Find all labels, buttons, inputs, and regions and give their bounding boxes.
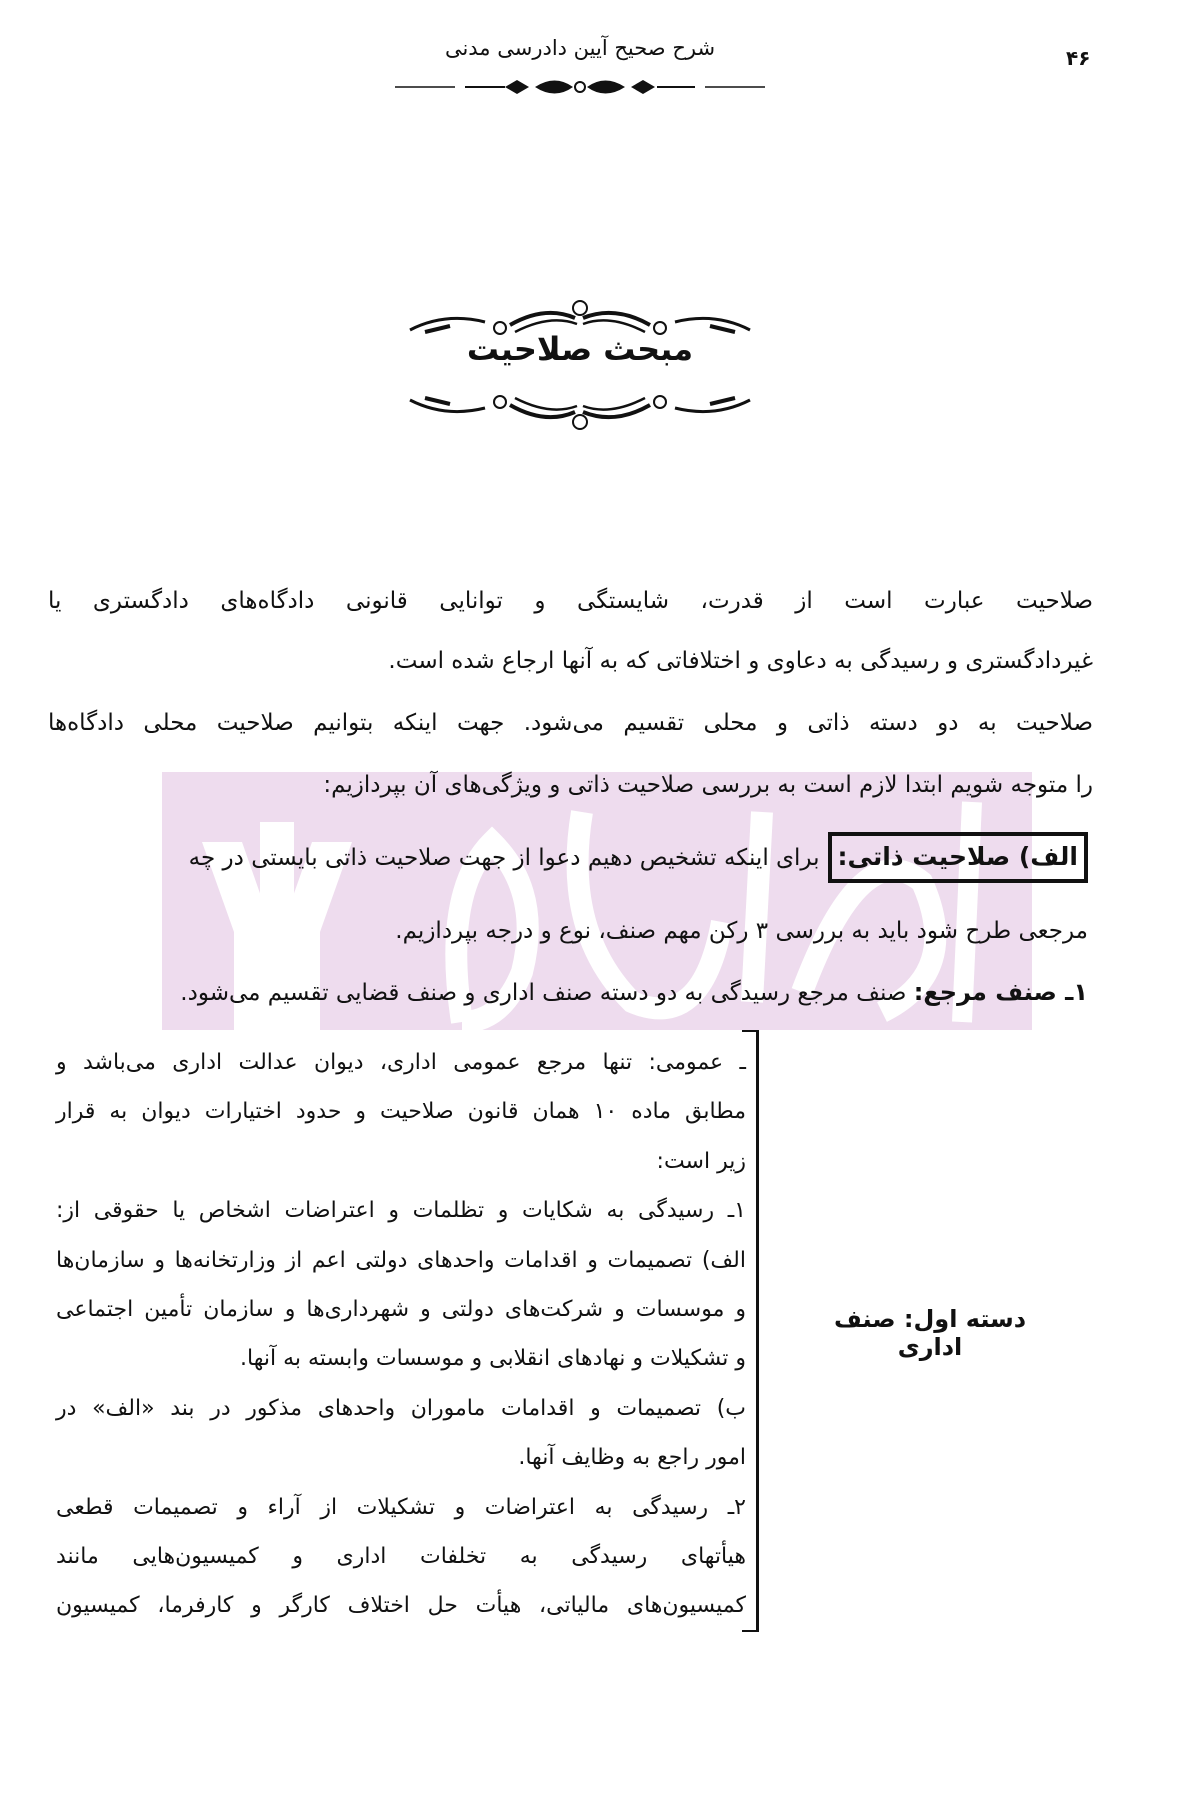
content-line: ـ عمومی: تنها مرجع عمومی اداری، دیوان عدالت اداری می‌باشد و <box>56 1050 746 1075</box>
content-line: امور راجع به وظایف آنها. <box>518 1445 746 1471</box>
subsection-text: صنف مرجع رسیدگی به دو دسته صنف اداری و صنف قضایی تقسیم می‌شود. <box>180 980 907 1006</box>
content-line: زیر است: <box>656 1148 746 1174</box>
section-title: مبحث صلاحیت <box>466 330 694 368</box>
decorative-rule-icon <box>395 76 765 98</box>
paragraph-line: مرجعی طرح شود باید به بررسی ۳ رکن مهم صنف، نوع و درجه بپردازیم. <box>395 918 1088 944</box>
paragraph-line: را متوجه شویم ابتدا لازم است به بررسی صلاحیت ذاتی و ویژگی‌های آن بپردازیم: <box>323 772 1093 798</box>
content-line: و تشکیلات و نهادهای انقلابی و موسسات وابسته به آنها. <box>240 1346 746 1372</box>
scroll-flourish-icon <box>405 380 755 430</box>
content-line: هیأتهای رسیدگی به تخلفات اداری و کمیسیون‌هایی مانند <box>56 1543 746 1569</box>
definition-text: برای اینکه تشخیص دهیم دعوا از جهت صلاحیت ذاتی بایستی در چه <box>188 844 820 871</box>
content-line: ۲ـ رسیدگی به اعتراضات و تشکیلات از آراء و تصمیمات قطعی <box>56 1494 746 1520</box>
category-label: دسته اول: صنف اداری <box>833 1305 1027 1361</box>
page-number: ۴۶ <box>1066 46 1091 70</box>
content-line: ب) تصمیمات و اقدامات ماموران واحدهای مذکور در بند «الف» در <box>56 1395 746 1421</box>
content-line: الف) تصمیمات و اقدامات واحدهای دولتی اعم از وزارتخانه‌ها و سازمان‌ها <box>56 1247 746 1273</box>
subsection-term: ۱ـ صنف مرجع: <box>913 978 1088 1006</box>
boxed-term: الف) صلاحیت ذاتی: <box>828 832 1088 883</box>
running-title: شرح صحیح آیین دادرسی مدنی <box>444 36 716 60</box>
content-line: مطابق ماده ۱۰ همان قانون صلاحیت و حدود اختیارات دیوان به قرار <box>56 1099 747 1125</box>
content-line: و موسسات و شرکت‌های دولتی و شهرداری‌ها و سازمان تأمین اجتماعی <box>56 1296 746 1322</box>
content-line: کمیسیون‌های مالیاتی، هیأت حل اختلاف کارگر و کارفرما، کمیسیون <box>56 1593 746 1619</box>
table-divider <box>756 1030 759 1632</box>
paragraph-line: صلاحیت عبارت است از قدرت، شایستگی و توانایی قانونی دادگاه‌های دادگستری یا <box>48 588 1093 614</box>
content-line: ۱ـ رسیدگی به شکایات و تظلمات و اعتراضات اشخاص یا حقوقی از: <box>56 1198 746 1224</box>
paragraph-line: صلاحیت به دو دسته ذاتی و محلی تقسیم می‌شود. جهت اینکه بتوانیم صلاحیت محلی دادگاه‌ها <box>48 710 1093 736</box>
subsection-line <box>180 978 1088 1006</box>
table-content <box>56 1038 746 1631</box>
paragraph-line: غیردادگستری و رسیدگی به دعاوی و اختلافاتی که به آنها ارجاع شده است. <box>388 648 1093 674</box>
definition-line <box>189 832 1088 883</box>
